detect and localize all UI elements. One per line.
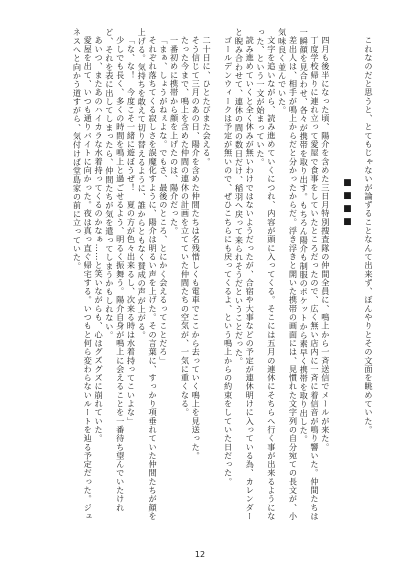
blank-line xyxy=(331,28,342,528)
blank-line xyxy=(212,28,223,528)
body-paragraph: これなのだと思うと、とてもじゃないが論ずることなんて出来ず、ぼんやりとその文面を眺めていた。 xyxy=(364,36,374,435)
blank-line xyxy=(352,28,363,528)
page-number: 12 xyxy=(194,550,206,559)
body-paragraph: 丁度学校帰りに連れ立って愛屋で食事をしていたところだったので、広く無い店内に一斉に着信音が鳴り響いた。仲間たちは一瞬顔を見合わせ、各々が携帯を取り出す。もちろん陽介も制服のポケットから素早く携帯を取り出した。 xyxy=(299,28,321,521)
body-paragraph: 文字を追いながら、読み進めていくにつれ、内容が頭に入ってくる。そこには五月の連休にそちらへ行く事が出来るようになった、という一文が始まっていた。 xyxy=(256,28,277,521)
body-paragraph: そう信じて三月のあの日、陽介を含めた仲間たちは名残惜しくも電車でここから去っていく鳴上を見送った。 xyxy=(191,36,202,461)
body-paragraph: ゴールデンウィークは予定が無いので、ぜひこちらにも戻ってくるよ、という鳴上からの約束をしていた日だった。 xyxy=(223,36,234,486)
body-paragraph: 愛屋を出て、いつも通りバイトに向かった。夜は真っ直ぐ帰宅する。いつもと何ら変わらないルートを辿る予定だった。ジュネスへと向かう道すがら、気付けば堂島家の前に立っていた。 xyxy=(72,28,94,521)
body-paragraph: 少しでも長く、多くの時間を鳴上と過ごせるよう、明るく振舞う。陽介自身が鳴上に会えることを一番待ち望んでいたけれど、それを表に出してしまったら、仲間たちが気を遣ってしまうかもしれない。 xyxy=(104,28,126,512)
body-paragraph: それぞれ落ちてくる寂しさを誤魔化すように、陽介は明るい声を上げた。その言葉に、すっかり項垂れていた仲間たちが顔を上げる。気持ちを敢えて切り替えるように、誰からともなく賛成の声が上がる。 xyxy=(137,28,159,521)
body-paragraph: 二十日に、ひとたびまた会える。 xyxy=(202,36,213,166)
body-paragraph: 四月も後半になった頃、陽介を含めた三日月特別捜査隊の仲間全員に、鳴上から一斉送信でメールが来た。 xyxy=(320,36,331,452)
body-paragraph: 「まぁ、しょうがねぇよな。でもさ、最後のところ、とにかく会えるってことだろ」 xyxy=(158,36,169,365)
body-paragraph: たった今まで、鳴上を含めた仲間の連休の計画を立てていた仲間たちの空気が、一気に重くなる。 xyxy=(180,36,191,417)
body-paragraph: 読み進めていくと全く休みが無いわけではないようだったが、合宿や大事などの予定が連休明けに入っている為、カレンダーと睨み合わせて、連休の間の数日だけ、稲羽へ戻って来られそうだということだった。 xyxy=(234,28,256,521)
section-separator: ■■■■ xyxy=(342,178,353,230)
vertical-text-body xyxy=(30,28,374,528)
body-paragraph: 「な、な！ 今度こそ一緒に遊ぼうぜ！ 夏の方が色々出来るし、次来る時は水着持ってこいよな」 xyxy=(126,36,137,426)
body-paragraph: 差出人は、相手が鳴上からだと分かったからだ。浮き浮きと開いた携帯の画面には、見慣れた文字列の自分宛ての長文が、小気味良く並んでいた。 xyxy=(277,28,299,521)
body-paragraph: 一番初めに携帯から顔を上げたのは、陽介だった。 xyxy=(169,36,180,236)
body-paragraph: あいつ、またあのハイカラな水着持ってくるのかなぁ……と笑いながらも、心はグズグズに崩れていた。 xyxy=(94,36,105,443)
